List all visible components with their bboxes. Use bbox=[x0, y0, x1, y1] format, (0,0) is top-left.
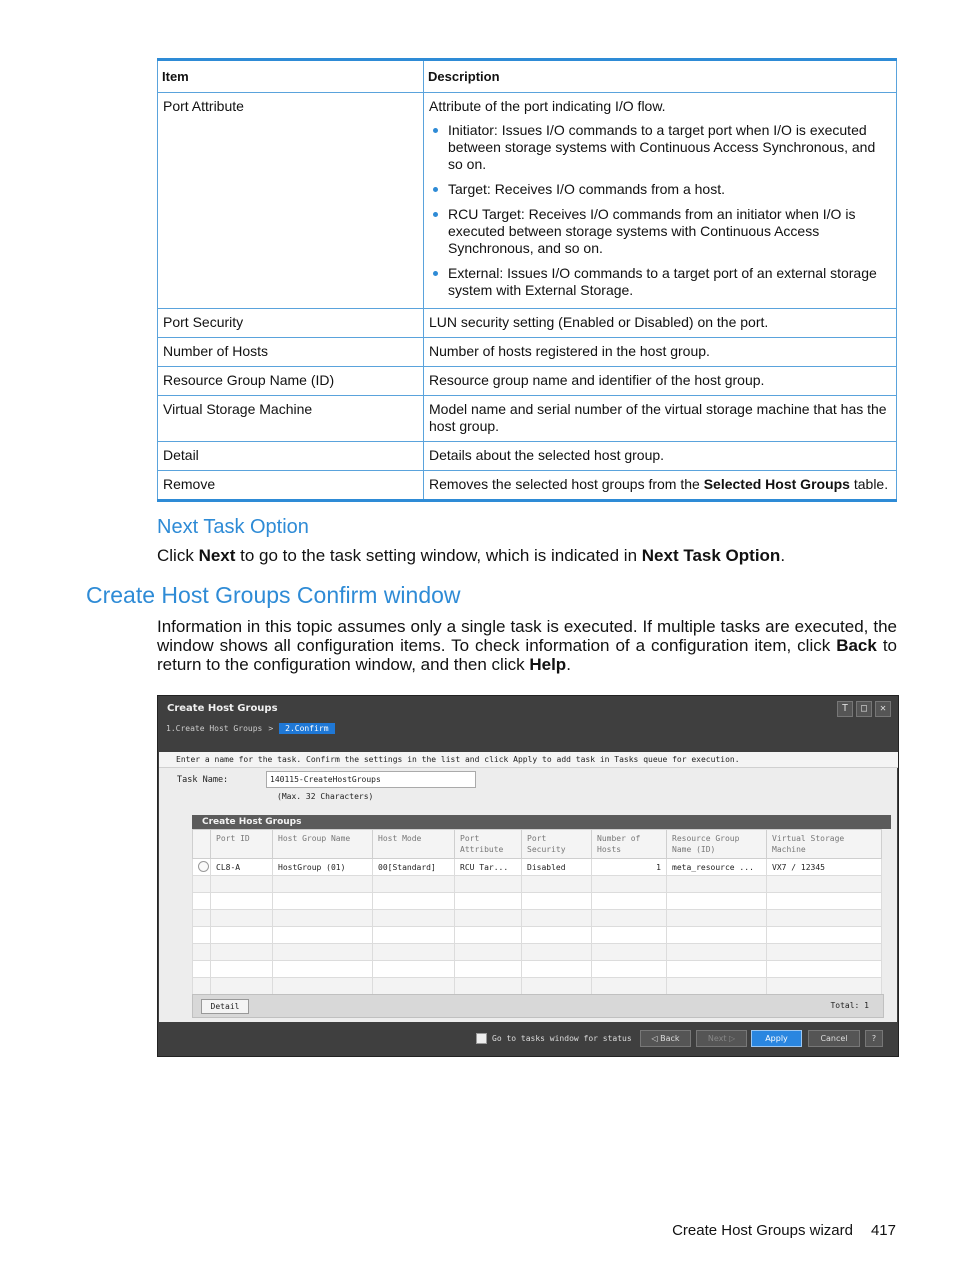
cell: 1 bbox=[592, 859, 667, 876]
wizard-button-bar bbox=[158, 1026, 898, 1056]
table-row bbox=[158, 396, 897, 442]
step-confirm: 2.Confirm bbox=[279, 723, 334, 734]
table-row bbox=[158, 338, 897, 367]
help-button[interactable]: ? bbox=[865, 1030, 883, 1047]
col-host-group-name[interactable]: Host Group Name bbox=[273, 830, 373, 859]
col-port-attribute[interactable]: Port Attribute bbox=[455, 830, 522, 859]
item-cell: Virtual Storage Machine bbox=[158, 396, 424, 442]
table-row bbox=[193, 978, 882, 995]
header-item: Item bbox=[158, 60, 424, 93]
item-cell: Remove bbox=[158, 471, 424, 501]
table-row bbox=[158, 367, 897, 396]
table-row bbox=[193, 927, 882, 944]
table-row bbox=[158, 309, 897, 338]
description-cell: LUN security setting (Enabled or Disabled) on the port. bbox=[424, 309, 897, 338]
description-cell: Model name and serial number of the virtual storage machine that has the host group. bbox=[424, 396, 897, 442]
text: . bbox=[780, 546, 786, 565]
table-row bbox=[158, 442, 897, 471]
item-cell: Number of Hosts bbox=[158, 338, 424, 367]
go-to-tasks-checkbox[interactable] bbox=[476, 1033, 487, 1044]
item-cell: Port Security bbox=[158, 309, 424, 338]
description-text: Attribute of the port indicating I/O flow. bbox=[429, 98, 666, 114]
description-table bbox=[157, 58, 897, 502]
cell: HostGroup (01) bbox=[273, 859, 373, 876]
bold-term: Selected Host Groups bbox=[703, 476, 850, 492]
description-text: table. bbox=[849, 476, 889, 492]
description-cell: Number of hosts registered in the host group. bbox=[424, 338, 897, 367]
table-row bbox=[193, 961, 882, 978]
host-groups-grid bbox=[192, 829, 882, 995]
close-icon[interactable]: ✕ bbox=[875, 701, 891, 717]
cell: RCU Tar... bbox=[455, 859, 522, 876]
col-number-of-hosts[interactable]: Number of Hosts bbox=[592, 830, 667, 859]
text: to return to the configuration window, and then click bbox=[157, 636, 897, 674]
description-cell: Details about the selected host group. bbox=[424, 442, 897, 471]
description-cell bbox=[424, 471, 897, 501]
table-row bbox=[193, 910, 882, 927]
text: Information in this topic assumes only a single task is executed. If multiple tasks are executed, the window shows all configuration items. To check information of a configuration item, click bbox=[157, 617, 897, 655]
step-create: 1.Create Host Groups bbox=[166, 724, 263, 733]
cell: Disabled bbox=[522, 859, 592, 876]
info-paragraph bbox=[157, 617, 897, 674]
step-separator: > bbox=[268, 724, 274, 733]
bold-term: Help bbox=[529, 655, 567, 674]
section-heading: Create Host Groups Confirm window bbox=[86, 582, 461, 608]
header-description: Description bbox=[424, 60, 897, 93]
item-cell: Detail bbox=[158, 442, 424, 471]
page-footer bbox=[672, 1222, 896, 1239]
pin-icon[interactable]: T bbox=[837, 701, 853, 717]
text: Click bbox=[157, 546, 199, 565]
grid-footer bbox=[192, 994, 884, 1018]
col-virtual-storage[interactable]: Virtual Storage Machine bbox=[767, 830, 882, 859]
col-select bbox=[193, 830, 211, 859]
item-cell: Port Attribute bbox=[158, 93, 424, 309]
next-task-heading: Next Task Option bbox=[157, 516, 309, 538]
task-name-input[interactable]: 140115-CreateHostGroups bbox=[266, 771, 476, 788]
total-count: Total: 1 bbox=[830, 1001, 869, 1010]
bullet-list bbox=[429, 122, 890, 299]
row-radio[interactable] bbox=[193, 859, 211, 876]
description-text: Removes the selected host groups from the bbox=[429, 476, 704, 492]
description-cell bbox=[424, 93, 897, 309]
table-row bbox=[193, 893, 882, 910]
table-row bbox=[193, 876, 882, 893]
list-item: External: Issues I/O commands to a target port of an external storage system with External Storage. bbox=[448, 265, 890, 299]
bold-term: Next Task Option bbox=[641, 546, 781, 565]
col-resource-group[interactable]: Resource Group Name (ID) bbox=[667, 830, 767, 859]
text: . bbox=[566, 655, 571, 674]
page-number: 417 bbox=[870, 1222, 896, 1239]
cell: VX7 / 12345 bbox=[767, 859, 882, 876]
list-item: Initiator: Issues I/O commands to a target port when I/O is executed between storage systems with Continuous Access Synchronous, and so on. bbox=[448, 122, 890, 173]
instruction-text: Enter a name for the task. Confirm the settings in the list and click Apply to add task in Tasks queue for execution. bbox=[159, 752, 899, 768]
col-port-id[interactable]: Port ID bbox=[211, 830, 273, 859]
cell: 00[Standard] bbox=[373, 859, 455, 876]
grid-title: Create Host Groups bbox=[192, 815, 891, 829]
text: to go to the task setting window, which is indicated in bbox=[235, 546, 642, 565]
list-item: Target: Receives I/O commands from a host. bbox=[448, 181, 890, 198]
task-name-hint: (Max. 32 Characters) bbox=[277, 792, 374, 801]
bold-term: Next bbox=[198, 546, 236, 565]
radio-button[interactable] bbox=[198, 861, 209, 872]
col-port-security[interactable]: Port Security bbox=[522, 830, 592, 859]
table-row[interactable] bbox=[193, 859, 882, 876]
table-row bbox=[158, 471, 897, 501]
list-item: RCU Target: Receives I/O commands from an initiator when I/O is executed between storage systems with Continuous Access Synchronous, and so on. bbox=[448, 206, 890, 257]
bold-term: Back bbox=[836, 636, 877, 655]
maximize-icon[interactable]: □ bbox=[856, 701, 872, 717]
confirm-window-screenshot bbox=[157, 695, 899, 1057]
window-controls bbox=[837, 701, 891, 717]
go-to-tasks-label: Go to tasks window for status bbox=[492, 1034, 632, 1043]
detail-button[interactable]: Detail bbox=[201, 999, 249, 1014]
wizard-steps bbox=[166, 723, 335, 734]
window-title: Create Host Groups bbox=[167, 703, 278, 714]
cell: meta_resource ... bbox=[667, 859, 767, 876]
apply-button[interactable]: Apply bbox=[751, 1030, 802, 1047]
cancel-button[interactable]: Cancel bbox=[808, 1030, 860, 1047]
back-button[interactable]: ◁ Back bbox=[640, 1030, 691, 1047]
footer-title: Create Host Groups wizard bbox=[672, 1222, 853, 1239]
description-cell: Resource group name and identifier of the host group. bbox=[424, 367, 897, 396]
table-row bbox=[158, 93, 897, 309]
item-cell: Resource Group Name (ID) bbox=[158, 367, 424, 396]
wizard-body bbox=[159, 752, 897, 1022]
cell: CL8-A bbox=[211, 859, 273, 876]
table-row bbox=[193, 944, 882, 961]
next-task-paragraph bbox=[157, 546, 785, 566]
task-name-label: Task Name: bbox=[177, 775, 229, 785]
next-button[interactable]: Next ▷ bbox=[696, 1030, 747, 1047]
col-host-mode[interactable]: Host Mode bbox=[373, 830, 455, 859]
